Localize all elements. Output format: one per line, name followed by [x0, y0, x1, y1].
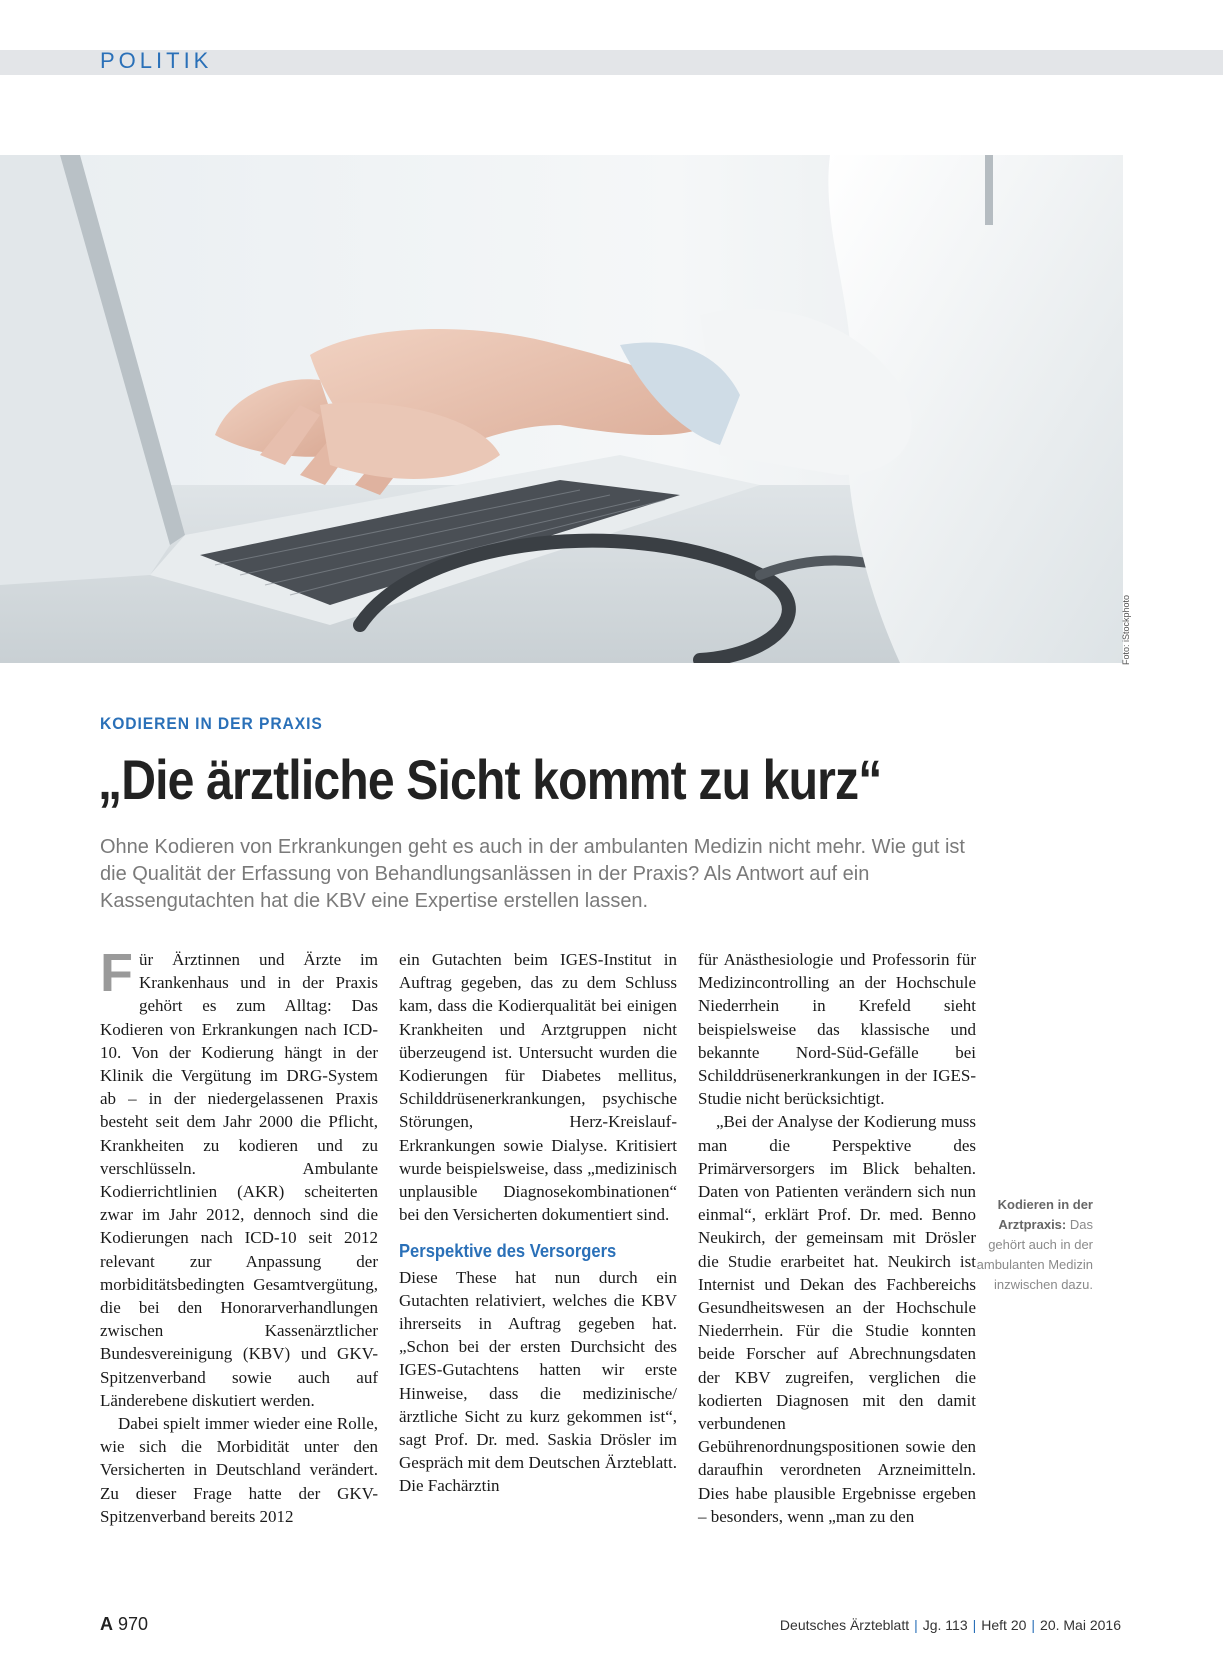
page-number-value: 970 — [118, 1614, 149, 1634]
issue: Heft 20 — [981, 1617, 1027, 1633]
page-number — [100, 1614, 148, 1635]
body-paragraph: Dabei spielt immer wieder eine Rolle, wie sich die Morbidität unter den Versicherten in Deutschland verändert. Zu dieser Frage hatte der GKV-Spitzenverband bereits 2012 — [100, 1414, 378, 1526]
body-paragraph: „Bei der Analyse der Kodierung muss man die Perspektive des Primärversorgers im Blick behalten. Daten von Patienten verändern sich nun einmal“, erklärt Prof. Dr. med. Benno Neukirch, der gemeinsam mit Drösler die Studie erarbeitet hat. Neukirch ist Internist und Dekan des Fachbereichs Gesundheitswesen an der Hochschule Niederrhein. Für die Studie konnten beide Forscher auf Abrechnungsdaten der KBV zugreifen, verglichen die kodierten Diagnosen mit den damit verbundenen Gebührenordnungspositionen sowie den daraufhin verordneten Arzneimitteln. Dies habe plausible Ergebnisse ergeben – besonders, wenn „man zu den — [698, 1112, 976, 1526]
body-paragraph: für Anästhesiologie und Professorin für Medizincontrolling an der Hochschule Niederrhein in Krefeld sieht beispielsweise das klassische und bekannte Nord-Süd-Gefälle bei Schilddrüsenerkrankungen in der IGES-Studie nicht berücksichtigt. — [698, 950, 976, 1109]
photo-credit: Foto: iStockphoto — [1121, 594, 1131, 665]
drop-cap: F — [100, 943, 133, 1003]
lead-paragraph: Ohne Kodieren von Erkrankungen geht es auch in der ambulanten Medizin nicht mehr. Wie gut ist die Qualität der Erfassung von Behandlungsanlässen in der Praxis? Als Antwort auf ein Kassengutachten hat die KBV eine Expertise erstellen lassen. — [100, 836, 965, 912]
body-column-2 — [399, 948, 677, 1498]
caption-text: Das gehört auch in der ambulanten Medizin inzwischen dazu. — [976, 1217, 1093, 1292]
headline: „Die ärztliche Sicht kommt zu kurz“ — [98, 748, 882, 811]
subheading: Perspektive des Versorgers — [399, 1241, 617, 1262]
photo-caption — [968, 1195, 1093, 1295]
caption-title: Kodieren in der Arztpraxis: — [997, 1197, 1093, 1232]
body-column-1 — [100, 943, 378, 1528]
page-prefix: A — [100, 1614, 113, 1634]
body-paragraph: ein Gutachten beim IGES-Institut in Auftrag gegeben, das zu dem Schluss kam, dass die Kodierqualität bei einigen Krankheiten und Arztgruppen nicht überzeugend ist. Untersucht wurden die Kodierungen für Diabetes mellitus, Schilddrüsenerkrankungen, psychische Störungen, Herz-Kreislauf-Erkrankungen sowie Dialyse. Kritisiert wurde beispielsweise, dass „medizinisch unplausible Diagnosekombinationen“ bei den Versicherten dokumentiert sind. — [399, 950, 677, 1225]
kicker: KODIEREN IN DER PRAXIS — [100, 714, 323, 733]
laptop-hands-photo-illustration — [0, 155, 1123, 663]
volume: Jg. 113 — [922, 1617, 968, 1633]
body-paragraph — [100, 943, 378, 1412]
journal-name: Deutsches Ärzteblatt — [779, 1617, 910, 1633]
issue-date: 20. Mai 2016 — [1040, 1617, 1121, 1633]
section-label: POLITIK — [100, 48, 213, 73]
hero-photo — [0, 155, 1123, 663]
body-text: ür Ärztinnen und Ärzte im Krankenhaus und in der Praxis gehört es zum Alltag: Das Kodieren von Erkrankungen nach ICD-10. Von der Kodierung hängt in der Klinik die Vergütung im DRG-System ab – in der niedergelassenen Praxis besteht seit dem Jahr 2000 die Pflicht, Krankheiten zu kodieren und zu verschlüsseln. Ambulante Kodierrichtlinien (AKR) scheiterten zwar im Jahr 2012, dennoch sind die Kodierungen nach ICD-10 seit 2012 relevant zur Anpassung der morbiditätsbedingten Gesamtvergütung, die bei den Honorarverhandlungen zwischen Kassenärztlicher Bundesvereinigung (KBV) und GKV-Spitzenverband sowie auch auf Länderebene diskutiert werden. — [100, 950, 378, 1410]
body-column-3 — [698, 948, 976, 1528]
journal-footer: Deutsches Ärzteblatt | Jg. 113 | Heft 20 | 20. Mai 2016 — [779, 1617, 1121, 1633]
body-paragraph: Diese These hat nun durch ein Gutachten relativiert, welches die KBV ihrerseits in Auftrag gegeben hat. „Schon bei der ersten Durchsicht des IGES-Gutachtens hatten wir erste Hinweise, dass die medizinische/ärztliche Sicht zu kurz gekommen ist“, sagt Prof. Dr. med. Saskia Drösler im Gespräch mit dem Deutschen Ärzteblatt. Die Fachärztin — [399, 1267, 677, 1496]
